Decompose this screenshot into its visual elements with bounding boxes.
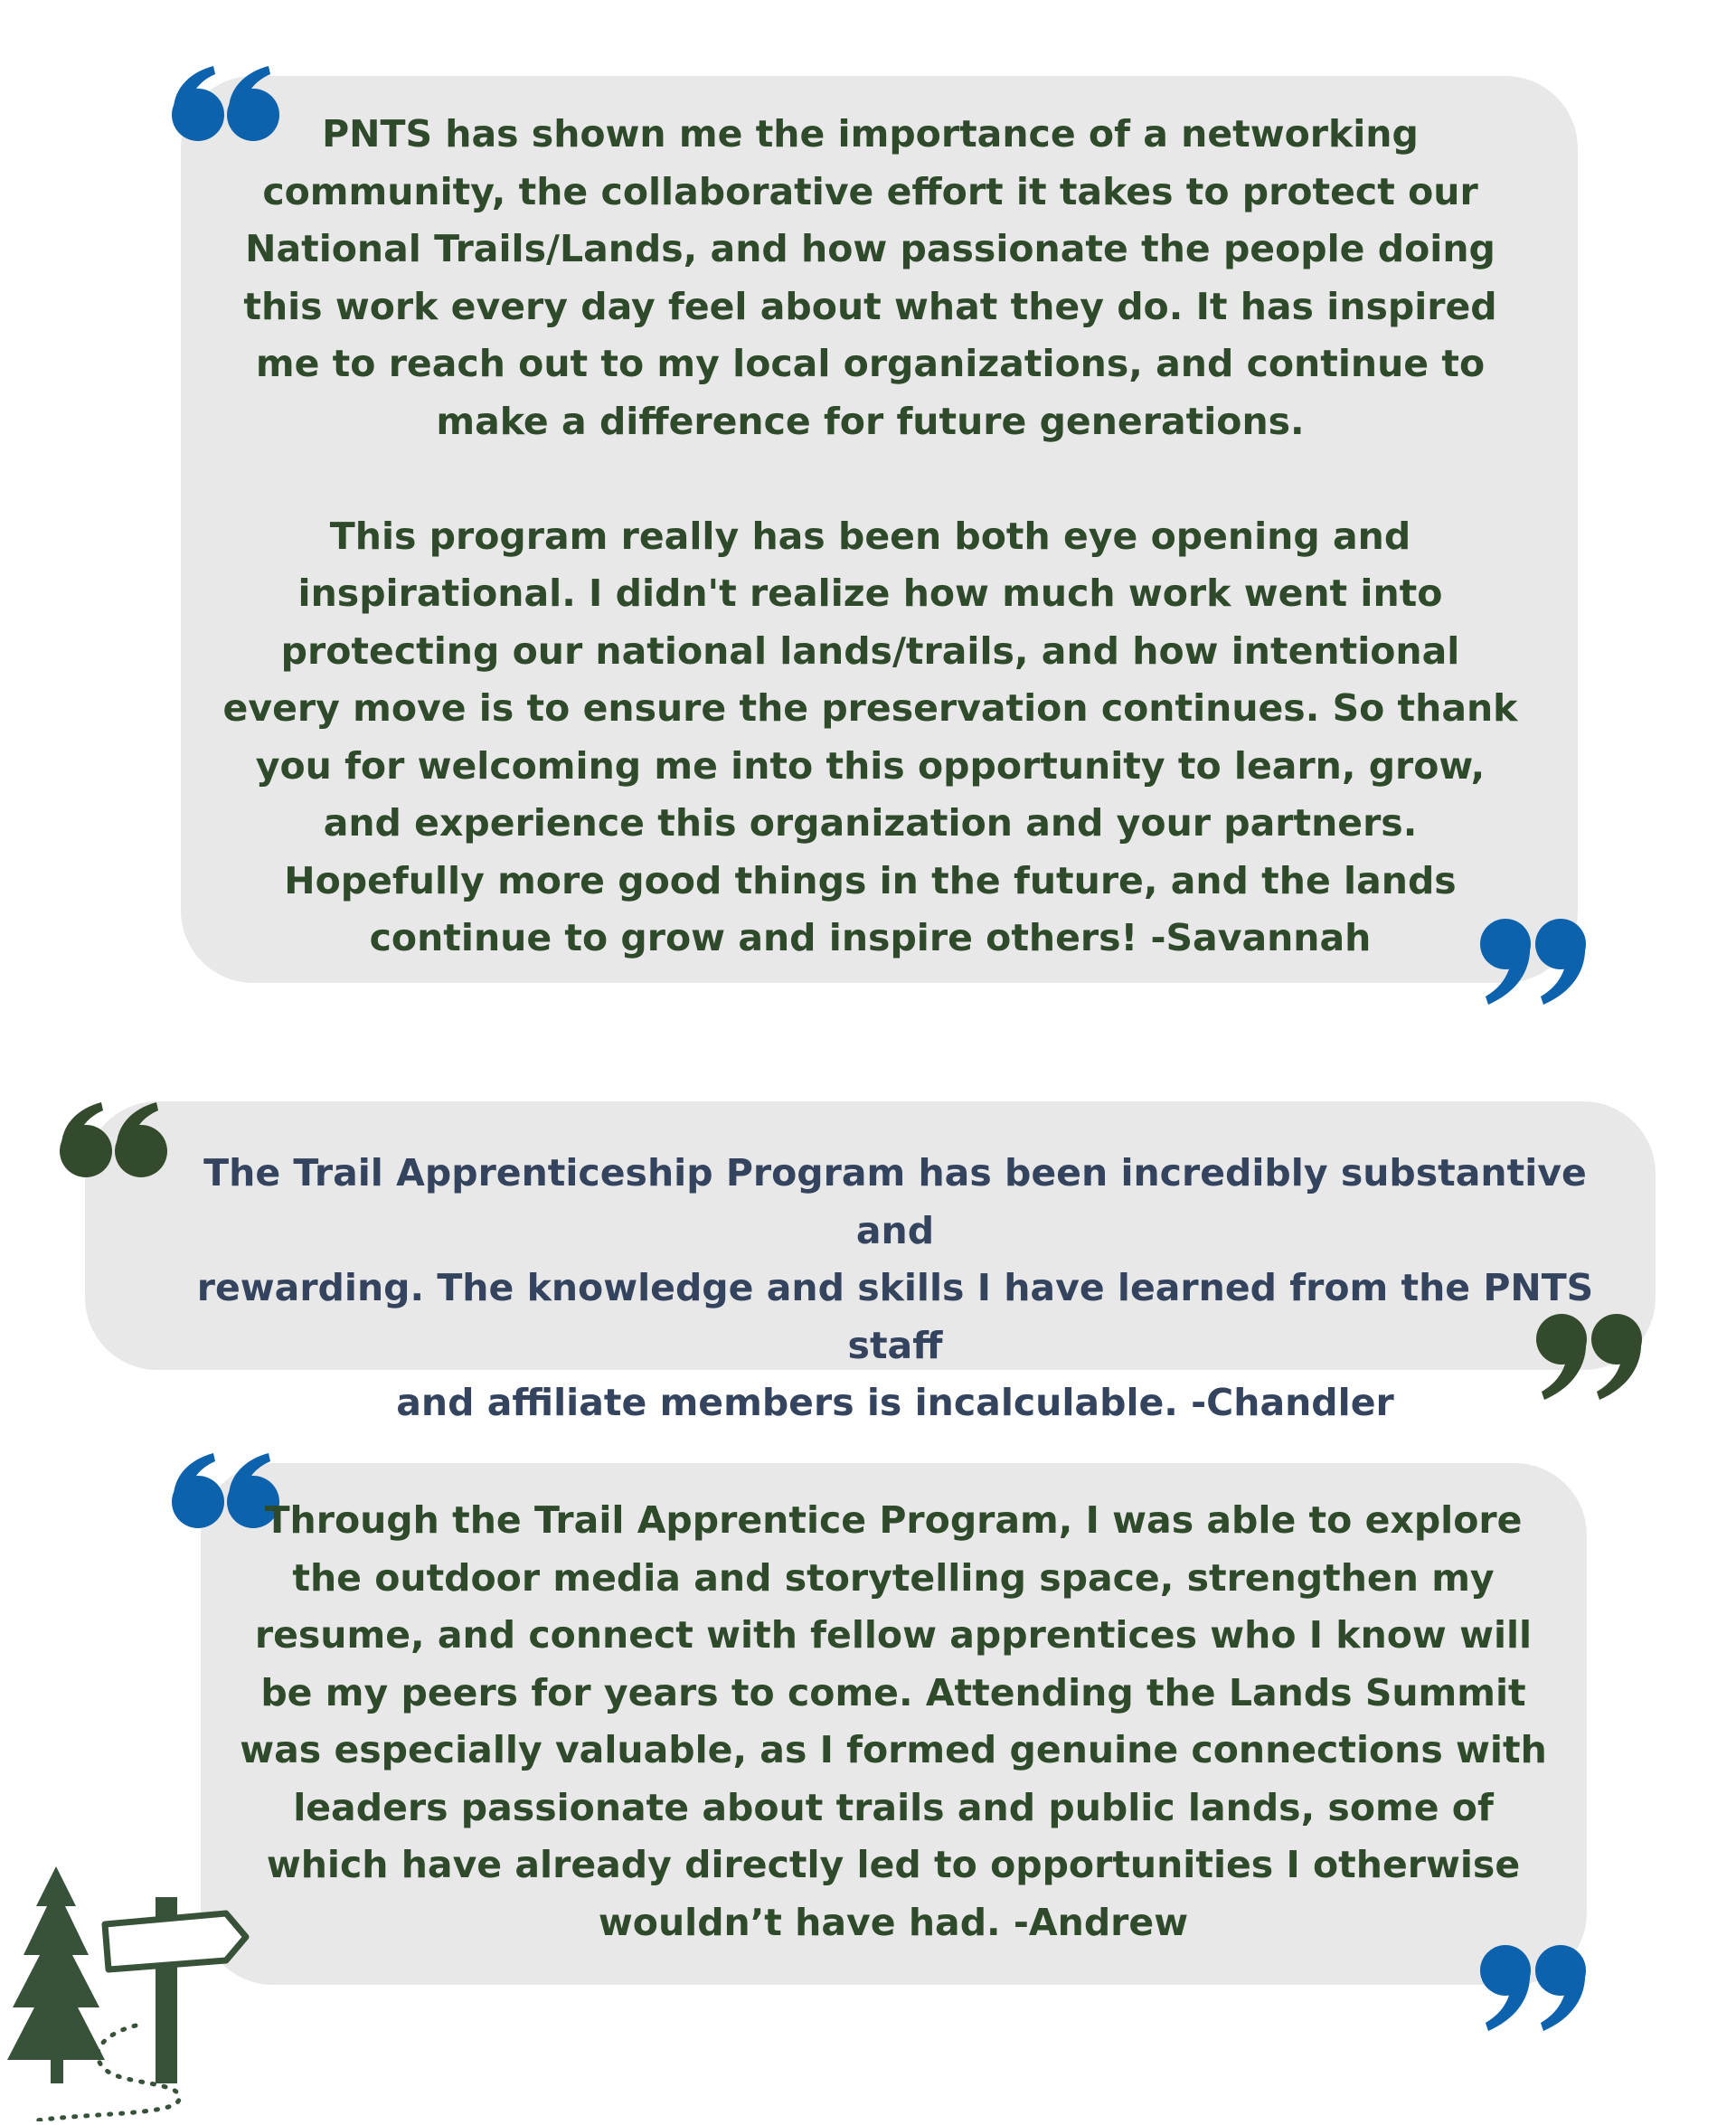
trail-illustration xyxy=(0,1854,271,2121)
testimonial-text: Through the Trail Apprentice Program, I was able to explore the outdoor media and storytelling space, strengthen my resume, and connect with fellow apprentices who I know will be my peers for years to come. Attending the Lands Summit was especially valuable, as I formed genuine connections with leaders passionate about trails and public lands, some of which have already directly led to opportunities I otherwise wouldn’t have had. -Andrew xyxy=(240,1498,1547,1944)
close-quote-icon xyxy=(1533,1313,1646,1400)
open-quote-icon xyxy=(58,1101,170,1179)
trail-sign-icon xyxy=(105,1897,246,2083)
testimonial-text: PNTS has shown me the importance of a networking community, the collaborative effort it takes to protect our National Trails/Lands, and how passionate the people doing this work every day feel about what they do. It has inspired me to reach out to my local organizations, and continue to make a difference for future generations. This program really has been both eye opening and inspirational. I didn't realize how much work went into protecting our national lands/trails, and how intentional every move is to ensure the preservation continues. So thank you for welcoming me into this opportunity to learn, grow, and experience this organization and your partners. Hopefully more good things in the future, and the lands continue to grow and inspire others! -Savannah xyxy=(222,112,1518,959)
pine-tree-icon xyxy=(7,1866,105,2083)
close-quote-icon xyxy=(1477,1944,1590,2031)
testimonial-text: The Trail Apprenticeship Program has been incredibly substantive and rewarding. The knowledge and skills I have learned from the PNTS staff and affiliate members is incalculable. -Chandler xyxy=(196,1151,1594,1424)
close-quote-icon xyxy=(1477,918,1590,1005)
